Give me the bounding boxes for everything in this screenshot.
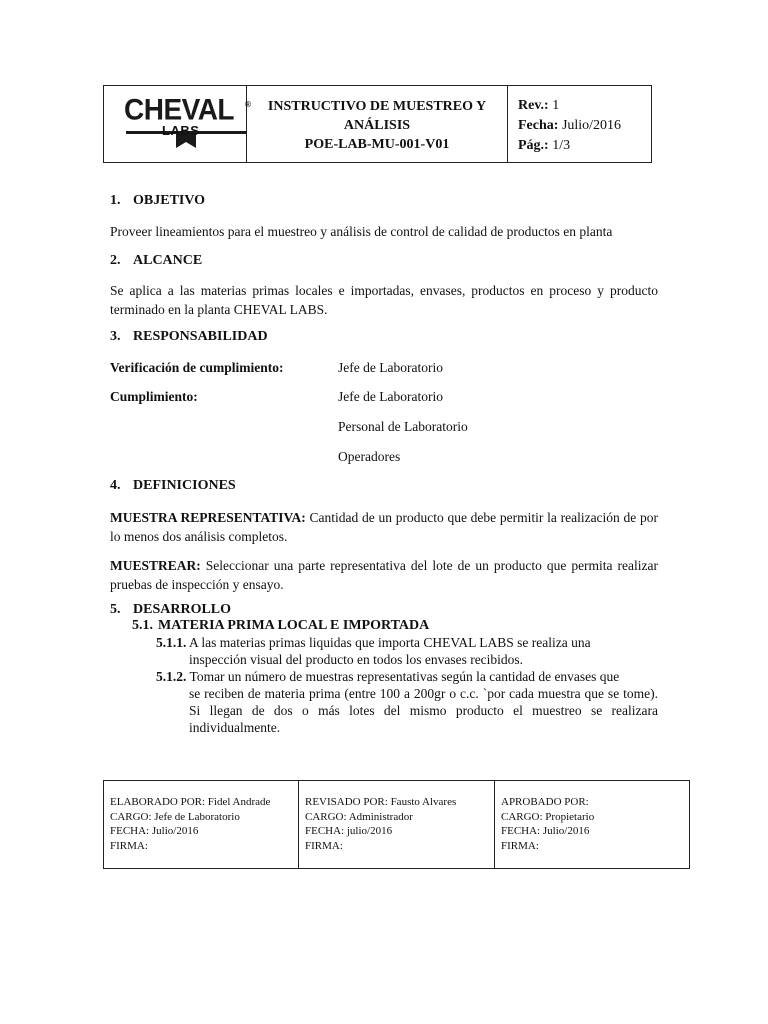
item-text-rest: inspección visual del producto en todos los envases recibidos. bbox=[189, 652, 524, 667]
title-cell bbox=[247, 86, 508, 162]
pag-label: Pág.: bbox=[518, 138, 549, 153]
elaborado-cargo: CARGO: Jefe de Laboratorio bbox=[110, 810, 240, 823]
section-alcance-heading bbox=[110, 253, 202, 269]
item-text-rest: se reciben de materia prima (entre 100 a 200gr o c.c. `por cada muestra que se tome). Si llegan de dos o más lotes del mismo producto el muestreo se realizara individualmente. bbox=[189, 686, 658, 735]
definition-muestrear bbox=[110, 556, 658, 594]
logo-sub: LABS bbox=[162, 123, 200, 138]
section-number: 5. bbox=[110, 602, 121, 617]
section-title: ALCANCE bbox=[133, 253, 203, 268]
aprobado-por: APROBADO POR: bbox=[501, 796, 589, 808]
definition-term: MUESTRA REPRESENTATIVA: bbox=[110, 510, 306, 525]
verificacion-value: Jefe de Laboratorio bbox=[338, 360, 443, 375]
logo-cell bbox=[104, 86, 252, 162]
definition-term: MUESTREAR: bbox=[110, 558, 201, 573]
procedure-item-5-1-1 bbox=[156, 634, 658, 668]
revisado-por: REVISADO POR: Fausto Alvares bbox=[305, 796, 457, 808]
section-title: DESARROLLO bbox=[133, 602, 232, 617]
item-number: 5.1.1. bbox=[156, 635, 187, 650]
revision-cell bbox=[508, 86, 653, 162]
subsection-title: MATERIA PRIMA LOCAL E IMPORTADA bbox=[158, 618, 430, 633]
section-number: 4. bbox=[110, 478, 121, 493]
subsection-materia-prima-heading bbox=[132, 618, 429, 634]
rev-value: 1 bbox=[552, 98, 560, 113]
section-number: 1. bbox=[110, 193, 121, 208]
logo-word: CHEVAL bbox=[124, 93, 235, 126]
section-number: 3. bbox=[110, 329, 121, 344]
elaborado-cell bbox=[104, 781, 299, 868]
item-number: 5.1.2. bbox=[156, 669, 187, 684]
item-text-first: Tomar un número de muestras representativas según la cantidad de envases que bbox=[189, 669, 620, 684]
document-header bbox=[103, 85, 652, 163]
doc-code: POE-LAB-MU-001-V01 bbox=[304, 137, 450, 152]
section-title: DEFINICIONES bbox=[133, 478, 236, 493]
subsection-number: 5.1. bbox=[132, 618, 153, 633]
definition-text: Seleccionar una parte representativa del lote de un producto que permita realizar pruebas de inspección y ensayo. bbox=[110, 558, 659, 592]
rev-row bbox=[518, 96, 653, 116]
fecha-value: Julio/2016 bbox=[561, 118, 622, 133]
cumplimiento-value: Jefe de Laboratorio bbox=[338, 389, 443, 404]
verificacion-label: Verificación de cumplimiento: bbox=[110, 360, 284, 375]
rev-label: Rev.: bbox=[518, 98, 549, 113]
cumplimiento-value: Operadores bbox=[338, 449, 401, 464]
elaborado-por: ELABORADO POR: Fidel Andrade bbox=[110, 796, 271, 808]
section-title: RESPONSABILIDAD bbox=[133, 329, 268, 344]
fecha-label: Fecha: bbox=[518, 118, 559, 133]
pag-row bbox=[518, 136, 653, 156]
procedure-item-5-1-2 bbox=[156, 668, 658, 736]
item-text-first: A las materias primas liquidas que importa CHEVAL LABS se realiza una bbox=[189, 635, 591, 650]
aprobado-cell bbox=[495, 781, 689, 868]
fecha-row bbox=[518, 116, 653, 136]
approval-table bbox=[103, 780, 690, 869]
cumplimiento-value: Personal de Laboratorio bbox=[338, 419, 468, 434]
aprobado-fecha: FECHA: Julio/2016 bbox=[501, 825, 590, 837]
revisado-cargo: CARGO: Administrador bbox=[305, 810, 413, 823]
objetivo-text: Proveer lineamientos para el muestreo y análisis de control de calidad de productos en planta bbox=[110, 224, 613, 239]
aprobado-cargo: CARGO: Propietario bbox=[501, 810, 595, 823]
alcance-text: Se aplica a las materias primas locales e importadas, envases, productos en proceso y producto terminado en la planta CHEVAL LABS. bbox=[110, 283, 658, 317]
revisado-fecha: FECHA: julio/2016 bbox=[305, 825, 393, 837]
section-title: OBJETIVO bbox=[133, 193, 206, 208]
doc-title-line2: ANÁLISIS bbox=[343, 118, 411, 133]
cumplimiento-label: Cumplimiento: bbox=[110, 389, 198, 404]
revisado-firma: FIRMA: bbox=[305, 839, 343, 852]
elaborado-firma: FIRMA: bbox=[110, 839, 148, 852]
pag-value: 1/3 bbox=[552, 138, 571, 153]
section-desarrollo-heading bbox=[110, 602, 231, 618]
section-definiciones-heading bbox=[110, 478, 236, 494]
definition-text: Cantidad de un producto que debe permitir la realización de por lo menos dos análisis completos. bbox=[110, 510, 659, 544]
definition-muestra-representativa bbox=[110, 508, 658, 546]
elaborado-fecha: FECHA: Julio/2016 bbox=[110, 825, 199, 837]
section-responsabilidad-heading bbox=[110, 329, 268, 345]
section-number: 2. bbox=[110, 253, 121, 268]
registered-mark: ® bbox=[244, 100, 252, 109]
aprobado-firma: FIRMA: bbox=[501, 839, 539, 852]
revisado-cell bbox=[299, 781, 495, 868]
doc-title-line1: INSTRUCTIVO DE MUESTREO Y bbox=[267, 99, 487, 114]
section-objetivo-heading bbox=[110, 193, 205, 209]
